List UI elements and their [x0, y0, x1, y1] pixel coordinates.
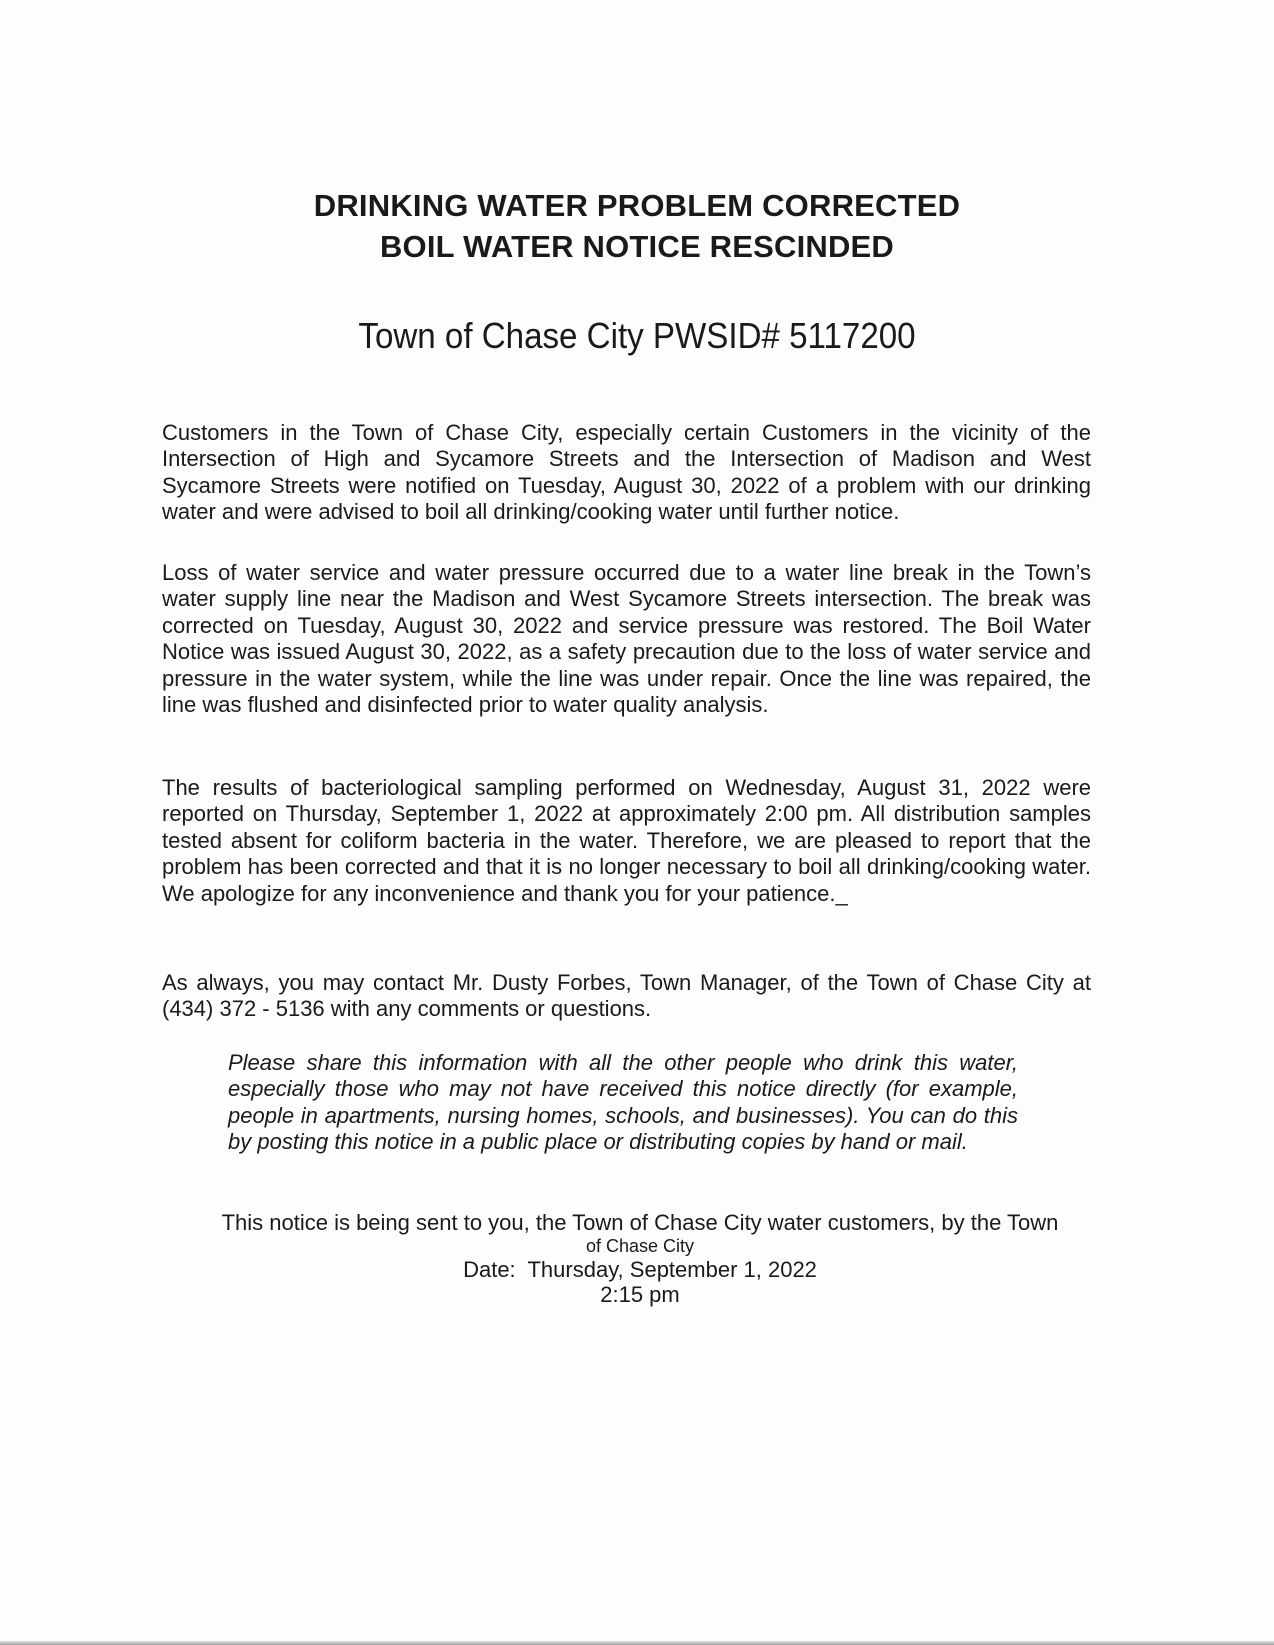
- footer-sent-by-line-2: of Chase City: [585, 1236, 695, 1256]
- footer-date: Date: Thursday, September 1, 2022: [463, 1257, 817, 1282]
- paragraph-cause: Loss of water service and water pressure occurred due to a water line break in the Town’s water supply line near the Madison and West Sycamore Streets intersection. The break was corrected on Tuesday, August 30, 2022 and service pressure was restored. The Boil Water Notice was issued August 30, 2022, as a safety precaution due to the loss of water service and pressure in the water system, while the line was under repair. Once the line was repaired, the line was flushed and disinfected prior to water quality analysis.: [162, 560, 1091, 718]
- paragraph-notification: Customers in the Town of Chase City, especially certain Customers in the vicinity of the Intersection of High and Sycamore Streets and the Intersection of Madison and West Sycamore Streets were notified on Tuesday, August 30, 2022 of a problem with our drinking water and were advised to boil all drinking/cooking water until further notice.: [162, 420, 1091, 525]
- footer-sent-by-line-1: This notice is being sent to you, the Town of Chase City water customers, by the Town: [221, 1210, 1059, 1235]
- share-notice-paragraph: Please share this information with all the other people who drink this water, especially those who may not have received this notice directly (for example, people in apartments, nursing homes, schools, and businesses). You can do this by posting this notice in a public place or distributing copies by hand or mail.: [228, 1050, 1018, 1155]
- paragraph-contact: As always, you may contact Mr. Dusty Forbes, Town Manager, of the Town of Chase City at (434) 372 - 5136 with any comments or questions.: [162, 970, 1091, 1022]
- footer-time: 2:15 pm: [600, 1282, 680, 1307]
- notice-footer: [140, 1210, 1140, 1307]
- headline-line-2: BOIL WATER NOTICE RESCINDED: [379, 229, 895, 264]
- paragraph-results: The results of bacteriological sampling performed on Wednesday, August 31, 2022 were reported on Thursday, September 1, 2022 at approximately 2:00 pm. All distribution samples tested absent for coliform bacteria in the water. Therefore, we are pleased to report that the problem has been corrected and that it is no longer necessary to boil all drinking/cooking water. We apologize for any inconvenience and thank you for your patience._: [162, 775, 1091, 906]
- scan-edge-divider: [0, 1641, 1274, 1645]
- page-subtitle: Town of Chase City PWSID# 5117200: [358, 315, 916, 356]
- headline-line-1: DRINKING WATER PROBLEM CORRECTED: [313, 188, 961, 223]
